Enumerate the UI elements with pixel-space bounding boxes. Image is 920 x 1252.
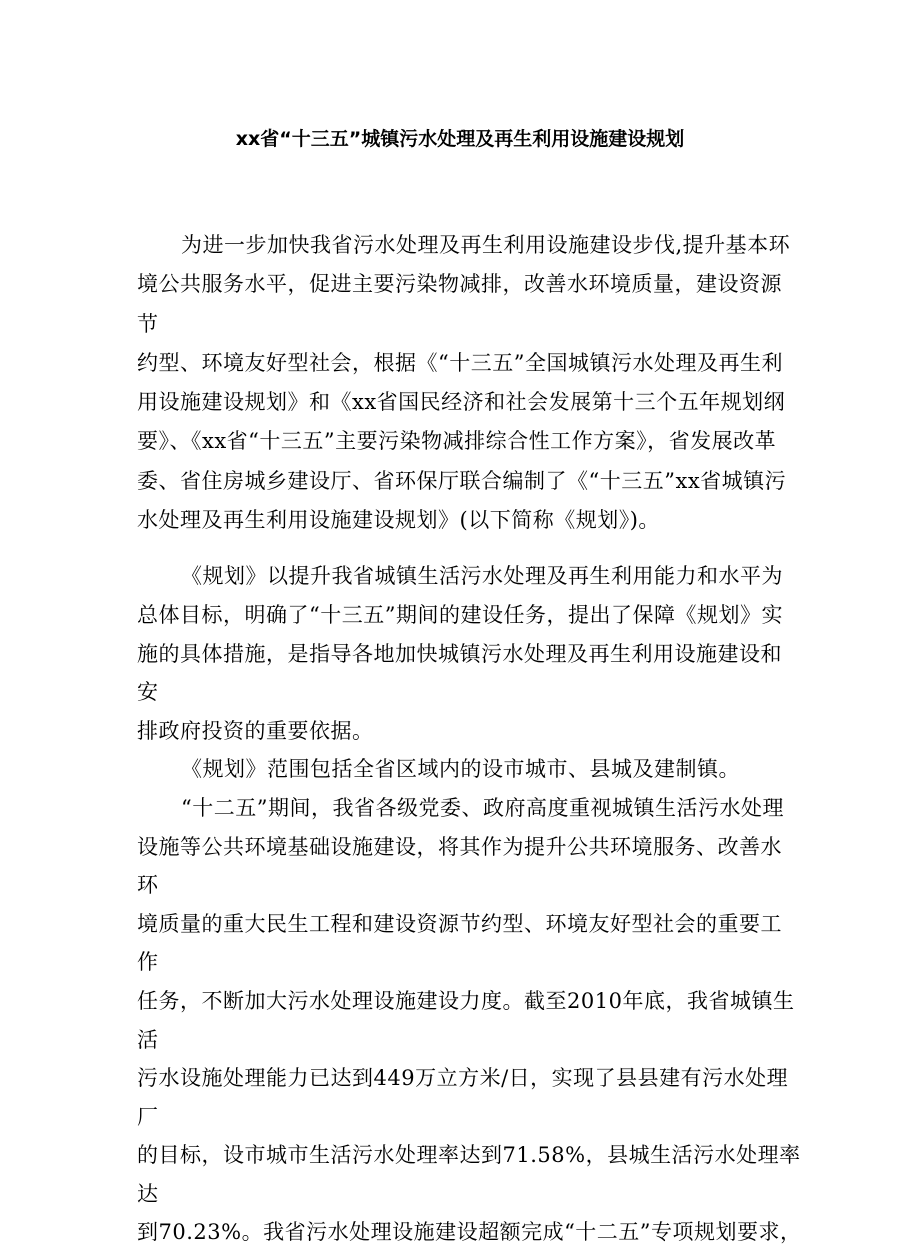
paragraph-intro [137,226,802,540]
text-line: 用设施建设规划》和《xx省国民经济和社会发展第十三个五年规划纲 [137,390,786,415]
text-line: 境质量的重大民生工程和建设资源节约型、环境友好型社会的重要工作 [137,911,782,975]
document-title: xx省“十三五”城镇污水处理及再生利用设施建设规划 [235,128,685,150]
text-line: 要》、《xx省“十三五”主要污染物减排综合性工作方案》，省发展改革 [137,429,777,454]
text-line: 委、省住房城乡建设厅、省环保厅联合编制了《“十三五”xx省城镇污 [137,468,787,493]
text-line: 设施等公共环境基础设施建设，将其作为提升公共环境服务、改善水环 [137,834,782,898]
text-line: 《规划》范围包括全省区域内的设市城市、县城及建制镇。 [181,757,740,782]
paragraph-goal [137,557,802,750]
text-line: 到70.23%。我省污水处理设施建设超额完成“十二五”专项规划要求， [137,1220,802,1245]
text-line: 总体目标，明确了“十三五”期间的建设任务，提出了保障《规划》实 [137,602,783,627]
paragraph-review [137,789,802,1252]
text-line: “十二五”期间，我省各级党委、政府高度重视城镇生活污水处理 [181,795,784,820]
document-body [137,226,802,1252]
text-line: 施的具体措施，是指导各地加快城镇污水处理及再生利用设施建设和安 [137,641,782,705]
text-line: 污水设施处理能力已达到449万立方米/日，实现了县县建有污水处理厂 [137,1066,789,1129]
text-line: 《规划》以提升我省城镇生活污水处理及再生利用能力和水平为 [181,564,783,589]
text-line: 境公共服务水平，促进主要污染物减排，改善水环境质量，建设资源节 [137,272,782,336]
text-line: 排政府投资的重要依据。 [137,718,374,743]
text-line: 约型、环境友好型社会，根据《“十三五”全国城镇污水处理及再生利 [137,350,783,375]
text-line: 为进一步加快我省污水处理及再生利用设施建设步伐,提升基本环 [181,233,791,257]
text-line: 的目标，设市城市生活污水处理率达到71.58%，县城生活污水处理率达 [137,1143,801,1206]
paragraph-scope [137,750,802,789]
text-line: 任务，不断加大污水处理设施建设力度。截至2010年底，我省城镇生活 [137,988,795,1052]
text-line: 水处理及再生利用设施建设规划》(以下简称《规划》)。 [137,508,660,533]
